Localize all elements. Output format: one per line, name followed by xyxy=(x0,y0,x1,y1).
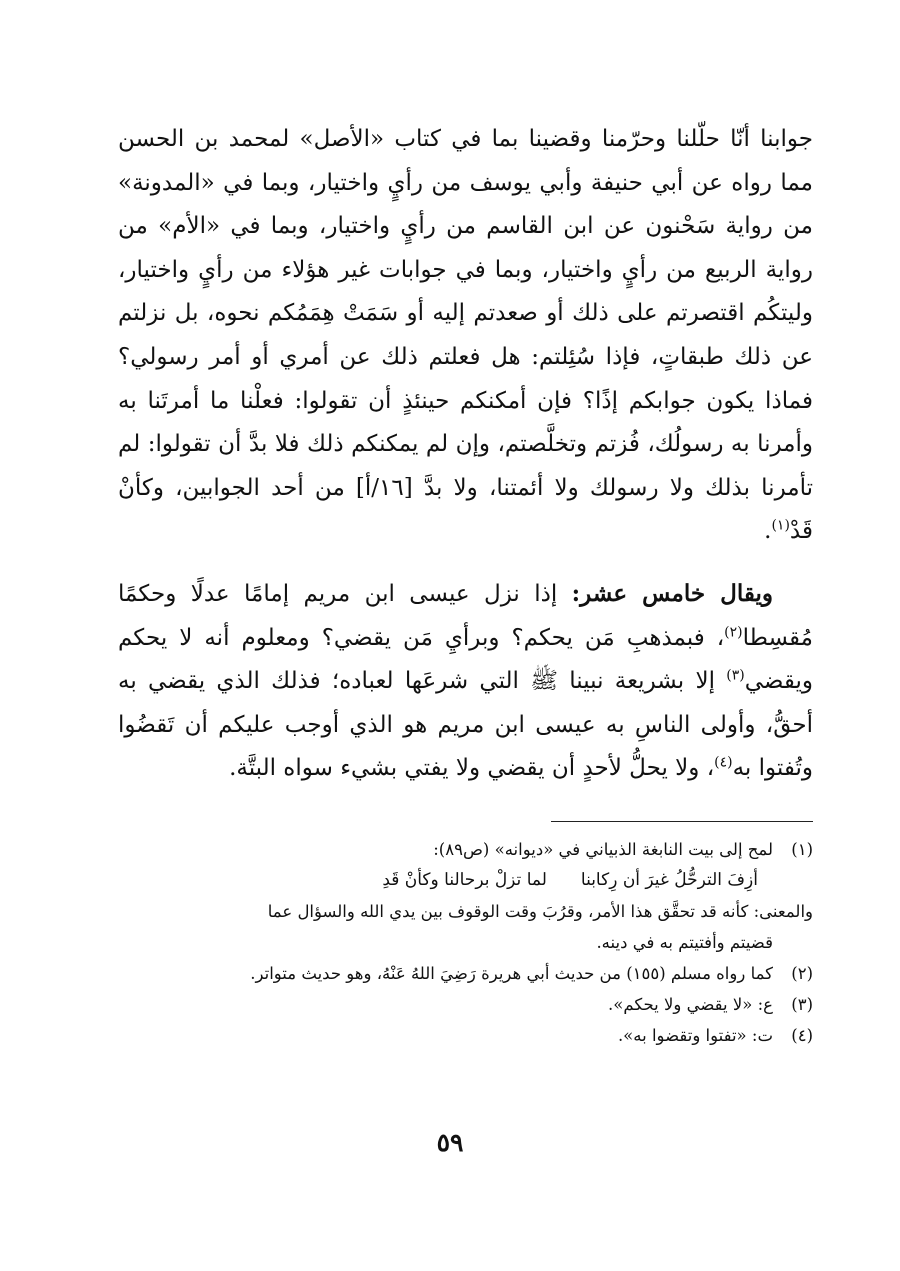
verse-hemistich-1: أزِفَ الترحُّلُ غيرَ أن رِكابنا xyxy=(580,869,758,890)
footnote-2-number: (٢) xyxy=(791,963,813,983)
paragraph-2-part-3: إلا بشريعة نبينا ﷺ التي شرعَها لعباده؛ فذلك الذي يقضي به أحقُّ، وأولى الناسِ به عيسى ابن مريم هو الذي أوجب عليكم أن تَقضُوا وتُفتوا به xyxy=(118,668,813,782)
footnote-1-meaning-line-1: والمعنى: كأنه قد تحقَّق هذا الأمر، وقرُبَ وقت الوقوف بين يدي الله والسؤال عما xyxy=(267,901,813,921)
page-number: ٥٩ xyxy=(436,1128,464,1157)
paragraph-2-part-2: ، فبمذهبِ مَن يحكم؟ وبرأيِ مَن يقضي؟ ومعلوم أنه لا يحكم ويقضي xyxy=(118,624,813,695)
footnote-2-text: كما رواه مسلم (١٥٥) من حديث أبي هريرة رَضِيَ اللهُ عَنْهُ، وهو حديث متواتر. xyxy=(250,963,773,983)
footnotes xyxy=(118,834,813,1051)
footnote-4 xyxy=(118,1020,813,1051)
footnote-1-text: لمح إلى بيت النابغة الذبياني في «ديوانه» (ص٨٩): xyxy=(433,839,773,859)
footnote-3-number: (٣) xyxy=(791,994,813,1014)
footnote-4-number: (٤) xyxy=(791,1025,813,1045)
footnote-ref-4[interactable]: (٤) xyxy=(714,754,733,771)
verse-hemistich-2: لما تزلْ برحالنا وكأنْ قَدِ xyxy=(382,869,547,890)
paragraph-2-part-1: إذا نزل عيسى ابن مريم إمامًا عدلًا وحكمًا مُقسِطا xyxy=(118,580,813,651)
paragraph-2-part-4: ، ولا يحلُّ لأحدٍ أن يقضي ولا يفتي بشيء سواه البتَّة. xyxy=(229,755,715,782)
paragraph-1 xyxy=(118,118,813,554)
paragraph-2 xyxy=(118,572,813,791)
footnote-3-text: ع: «لا يقضي ولا يحكم». xyxy=(608,994,773,1014)
paragraph-gap xyxy=(118,554,813,572)
paragraph-1-text: جوابنا أنّا حلّلنا وحرّمنا وقضينا بما في كتاب «الأصل» لمحمد بن الحسن مما رواه عن أبي حنيفة وأبي يوسف من رأيٍ واختيار، وبما في «المدونة» من رواية سَحْنون عن ابن القاسم من رأيٍ واختيار، وبما في «الأم» من رواية الربيع من رأيٍ واختيار، وبما في جوابات غير هؤلاء من رأيٍ واختيار، وليتكُم اقتصرتم على ذلك أو صعدتم إليه أو سَمَتْ هِمَمُكم نحوه، بل نزلتم عن ذلك طبقاتٍ، فإذا سُئِلتم: هل فعلتم ذلك عن أمري أو أمر رسولي؟ فماذا يكون جوابكم إذًا؟ فإن أمكنكم حينئذٍ أن تقولوا: فعلْنا ما أمرتَنا به وأمرنا به رسولُك، فُزتم وتخلَّصتم، وإن لم يمكنكم ذلك فلا بدَّ أن تقولوا: لم تأمرنا بذلك ولا رسولك ولا أئمتنا، ولا بدَّ [١٦/أ] من أحد الجوابين، وكأنْ قَدْ xyxy=(118,126,813,545)
page-body xyxy=(118,118,813,1051)
footnote-1-number: (١) xyxy=(791,839,813,859)
footnote-ref-2[interactable]: (٢) xyxy=(724,623,743,640)
footnote-1-meaning-line-2: قضيتم وأفتيتم به في دينه. xyxy=(596,932,773,952)
poem-verse xyxy=(118,865,813,896)
paragraph-2-heading: ويقال خامس عشر: xyxy=(571,579,773,607)
footnote-separator xyxy=(551,821,813,822)
footnote-4-text: ت: «تفتوا وتقضوا به». xyxy=(617,1025,773,1045)
footnote-ref-3[interactable]: (٣) xyxy=(726,667,745,684)
footnote-1-meaning xyxy=(118,896,813,958)
footnote-1 xyxy=(118,834,813,865)
footnote-3 xyxy=(118,989,813,1020)
paragraph-1-end: . xyxy=(764,518,772,545)
footnote-2 xyxy=(118,958,813,989)
footnote-ref-1[interactable]: (١) xyxy=(771,517,790,534)
